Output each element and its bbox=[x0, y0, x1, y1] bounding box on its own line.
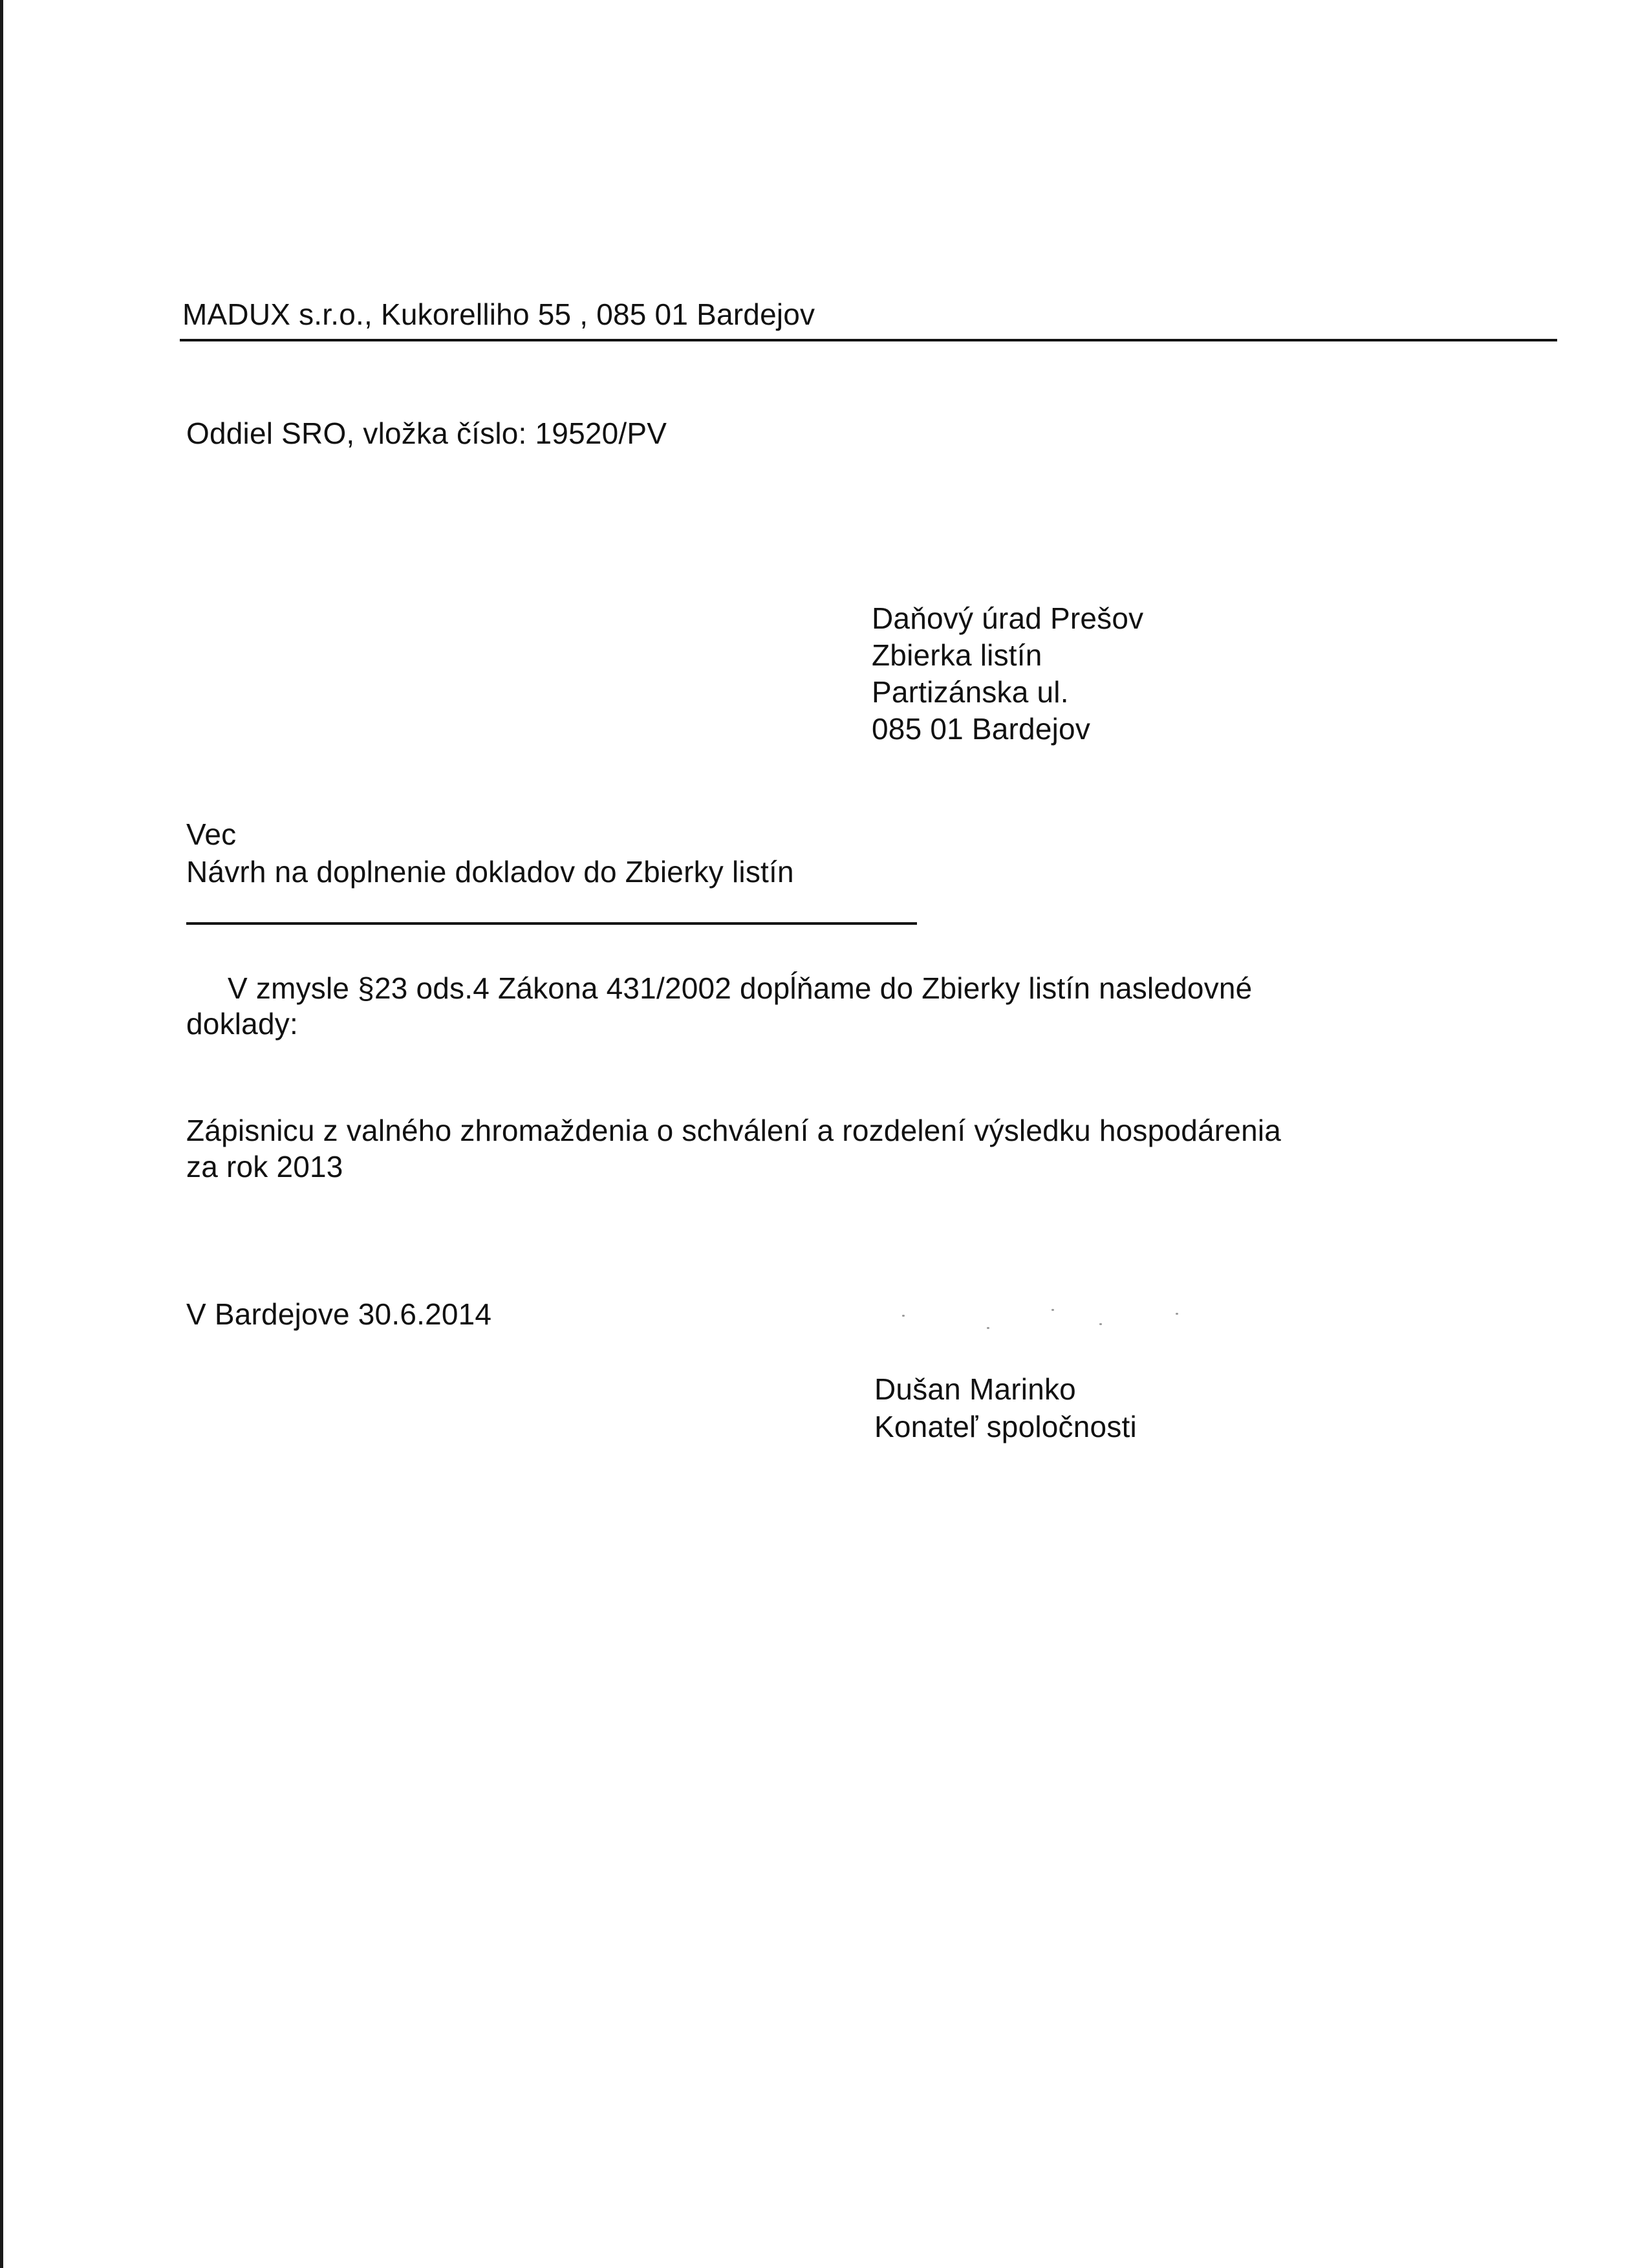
header-rule bbox=[180, 339, 1557, 341]
intro-line-2: doklady: bbox=[186, 1007, 298, 1041]
signer-name: Dušan Marinko bbox=[874, 1372, 1076, 1406]
signature-trace bbox=[902, 1315, 905, 1317]
intro-line-1: V zmysle §23 ods.4 Zákona 431/2002 dopĺňame do Zbierky listín nasledovné bbox=[228, 971, 1253, 1005]
recipient-line-4: 085 01 Bardejov bbox=[872, 712, 1091, 746]
registry-line: Oddiel SRO, vložka číslo: 19520/PV bbox=[186, 416, 667, 450]
item-line-2: za rok 2013 bbox=[186, 1150, 343, 1183]
company-header: MADUX s.r.o., Kukorelliho 55 , 085 01 Bardejov bbox=[182, 297, 815, 331]
signature-trace bbox=[1051, 1309, 1054, 1311]
recipient-line-3: Partizánska ul. bbox=[872, 675, 1069, 709]
signature-trace bbox=[1176, 1313, 1178, 1315]
subject-label: Vec bbox=[186, 817, 237, 851]
subject-rule bbox=[186, 922, 917, 925]
subject-text: Návrh na doplnenie dokladov do Zbierky listín bbox=[186, 855, 794, 889]
item-line-1: Zápisnicu z valného zhromaždenia o schválení a rozdelení výsledku hospodárenia bbox=[186, 1114, 1282, 1147]
signer-title: Konateľ spoločnosti bbox=[874, 1410, 1137, 1443]
scan-edge bbox=[0, 0, 3, 2268]
signature-trace bbox=[1099, 1323, 1102, 1325]
place-date: V Bardejove 30.6.2014 bbox=[186, 1297, 492, 1331]
recipient-line-2: Zbierka listín bbox=[872, 638, 1042, 672]
signature-trace bbox=[987, 1327, 989, 1329]
recipient-line-1: Daňový úrad Prešov bbox=[872, 601, 1144, 635]
